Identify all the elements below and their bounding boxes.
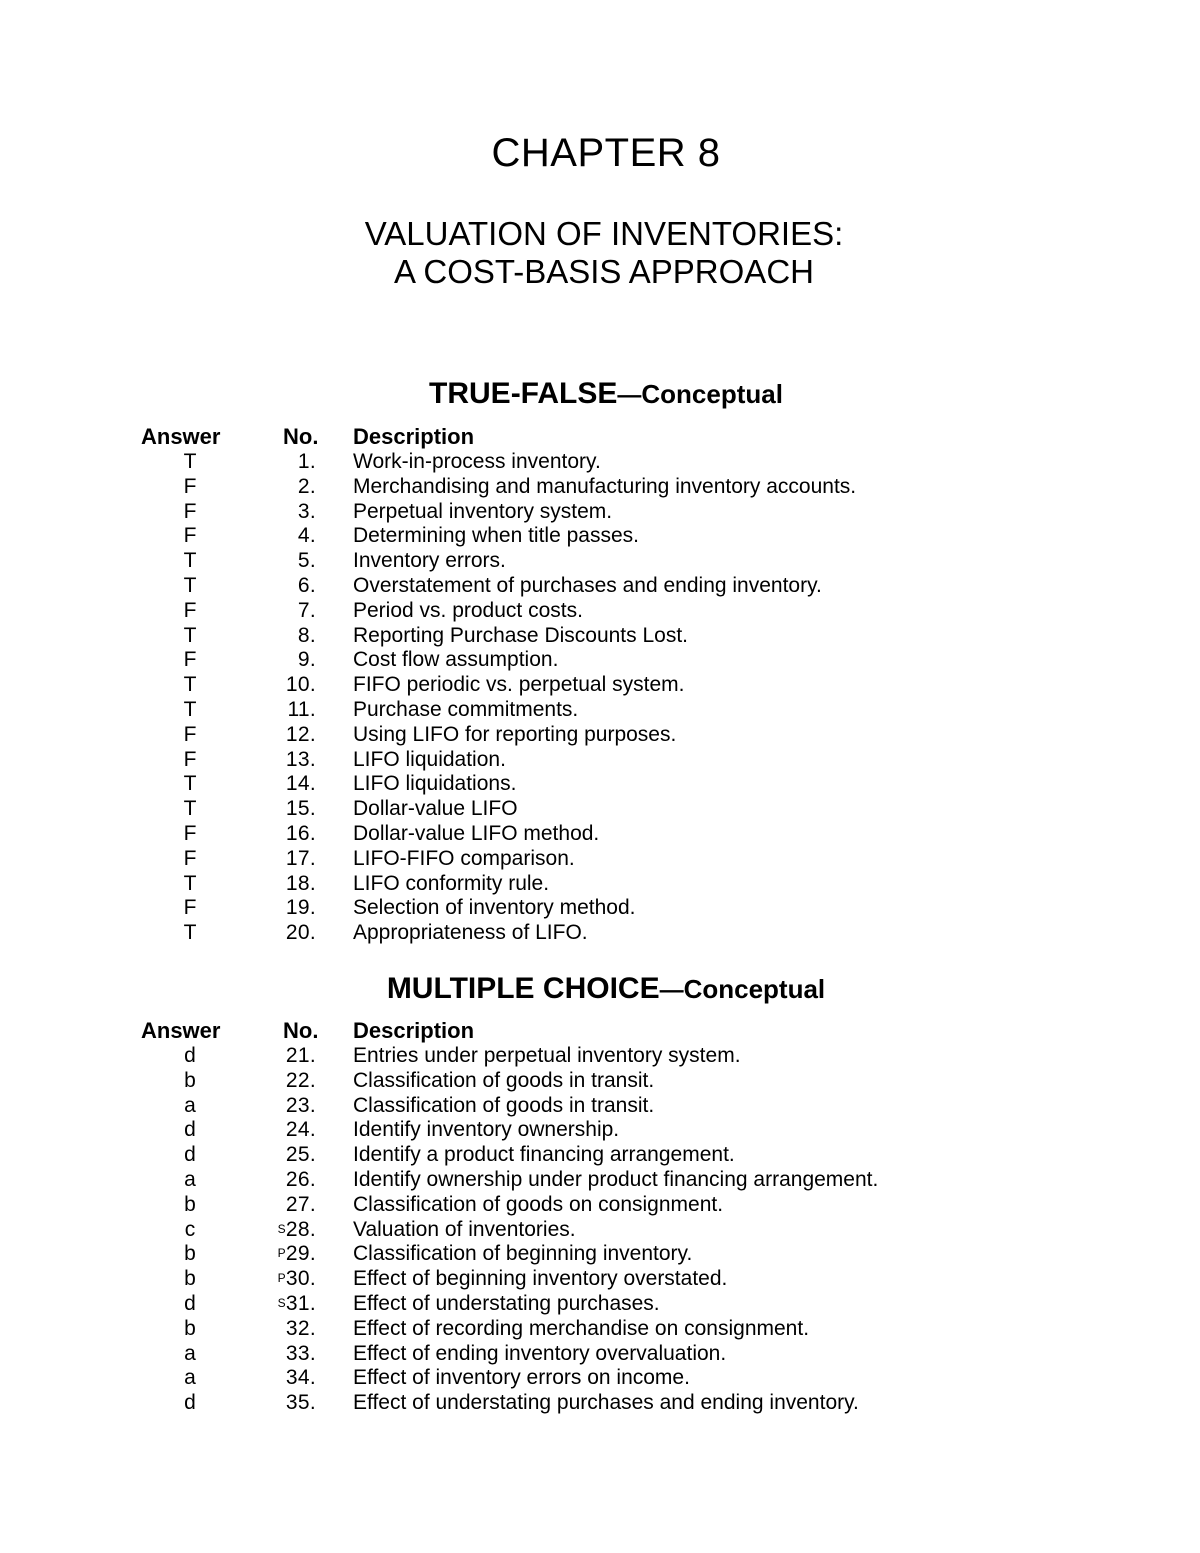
question-number: 30. bbox=[285, 1267, 316, 1291]
column-header-description: Description bbox=[353, 1018, 475, 1043]
answer-cell: a bbox=[184, 1167, 196, 1191]
answer-cell: d bbox=[184, 1143, 196, 1167]
number-cell bbox=[250, 1366, 316, 1391]
question-number: 2. bbox=[297, 474, 316, 498]
answer-cell: F bbox=[183, 499, 197, 523]
number-cell bbox=[250, 1267, 316, 1292]
number-cell bbox=[250, 698, 316, 723]
number-cell bbox=[250, 475, 316, 500]
question-number: 33. bbox=[285, 1341, 316, 1365]
multiple-choice-heading-main: MULTIPLE CHOICE bbox=[386, 972, 660, 1005]
description-cell: Merchandising and manufacturing inventory accounts. bbox=[353, 474, 857, 498]
table-row bbox=[0, 1118, 1200, 1143]
question-number: 9. bbox=[297, 648, 316, 672]
subtitle-line-2: A COST-BASIS APPROACH bbox=[394, 253, 814, 290]
number-cell bbox=[250, 500, 316, 525]
question-number: 14. bbox=[285, 772, 316, 796]
multiple-choice-table bbox=[0, 1018, 1200, 1416]
number-cell bbox=[250, 450, 316, 475]
column-header-answer: Answer bbox=[141, 1018, 221, 1043]
table-row bbox=[0, 921, 1200, 946]
table-row bbox=[0, 1342, 1200, 1367]
question-number: 25. bbox=[285, 1143, 316, 1167]
true-false-header-row bbox=[0, 424, 1200, 450]
description-cell: Purchase commitments. bbox=[353, 697, 579, 721]
table-row bbox=[0, 673, 1200, 698]
number-cell bbox=[250, 673, 316, 698]
number-cell bbox=[250, 1143, 316, 1168]
question-number: 23. bbox=[285, 1093, 316, 1117]
table-row bbox=[0, 872, 1200, 897]
column-header-description: Description bbox=[353, 424, 475, 449]
description-cell: Work-in-process inventory. bbox=[353, 450, 601, 473]
question-number: 27. bbox=[285, 1192, 316, 1216]
answer-cell: b bbox=[184, 1267, 196, 1291]
description-cell: Classification of goods in transit. bbox=[353, 1068, 655, 1092]
source-mark: P bbox=[277, 1271, 286, 1286]
number-cell bbox=[250, 1094, 316, 1119]
true-false-rows bbox=[0, 450, 1200, 946]
table-row bbox=[0, 1267, 1200, 1292]
description-cell: Reporting Purchase Discounts Lost. bbox=[353, 623, 689, 647]
number-cell bbox=[250, 1317, 316, 1342]
number-cell bbox=[250, 648, 316, 673]
number-cell bbox=[250, 822, 316, 847]
source-mark: P bbox=[277, 1246, 286, 1261]
question-number: 3. bbox=[297, 499, 316, 523]
question-number: 12. bbox=[285, 722, 316, 746]
table-row bbox=[0, 847, 1200, 872]
table-row bbox=[0, 1391, 1200, 1416]
question-number: 15. bbox=[285, 797, 316, 821]
number-cell bbox=[250, 574, 316, 599]
description-cell: Perpetual inventory system. bbox=[353, 499, 613, 523]
answer-cell: b bbox=[184, 1068, 196, 1092]
number-cell bbox=[250, 1242, 316, 1267]
table-row bbox=[0, 723, 1200, 748]
number-cell bbox=[250, 1391, 316, 1416]
answer-cell: T bbox=[183, 450, 197, 473]
question-number: 20. bbox=[285, 921, 316, 945]
chapter-subtitle bbox=[0, 215, 1200, 291]
multiple-choice-heading-dash: — bbox=[659, 977, 684, 1004]
number-cell bbox=[250, 872, 316, 897]
number-cell bbox=[250, 1193, 316, 1218]
description-cell: Identify ownership under product financing arrangement. bbox=[353, 1167, 879, 1191]
number-cell bbox=[250, 1168, 316, 1193]
description-cell: LIFO conformity rule. bbox=[353, 871, 550, 895]
description-cell: Effect of ending inventory overvaluation. bbox=[353, 1341, 727, 1365]
question-number: 6. bbox=[297, 573, 316, 597]
answer-cell: T bbox=[183, 549, 197, 573]
table-row bbox=[0, 450, 1200, 475]
description-cell: Classification of goods in transit. bbox=[353, 1093, 655, 1117]
table-row bbox=[0, 698, 1200, 723]
answer-cell: F bbox=[183, 722, 197, 746]
table-row bbox=[0, 549, 1200, 574]
answer-cell: a bbox=[184, 1093, 196, 1117]
question-number: 17. bbox=[285, 846, 316, 870]
answer-cell: T bbox=[183, 871, 197, 895]
number-cell bbox=[250, 549, 316, 574]
question-number: 7. bbox=[297, 598, 316, 622]
question-number: 18. bbox=[285, 871, 316, 895]
description-cell: Selection of inventory method. bbox=[353, 896, 636, 920]
true-false-heading bbox=[0, 376, 1200, 414]
number-cell bbox=[250, 1292, 316, 1317]
answer-cell: T bbox=[183, 772, 197, 796]
table-row bbox=[0, 599, 1200, 624]
question-number: 4. bbox=[297, 524, 316, 548]
answer-cell: T bbox=[183, 623, 197, 647]
description-cell: LIFO liquidations. bbox=[353, 772, 517, 796]
table-row bbox=[0, 1366, 1200, 1391]
answer-cell: T bbox=[183, 573, 197, 597]
answer-cell: d bbox=[184, 1044, 196, 1067]
number-cell bbox=[250, 599, 316, 624]
question-number: 32. bbox=[285, 1316, 316, 1340]
question-number: 5. bbox=[297, 549, 316, 573]
question-number: 8. bbox=[297, 623, 316, 647]
answer-cell: d bbox=[184, 1391, 196, 1415]
table-row bbox=[0, 1317, 1200, 1342]
question-number: 29. bbox=[285, 1242, 316, 1266]
number-cell bbox=[250, 896, 316, 921]
table-row bbox=[0, 772, 1200, 797]
question-number: 34. bbox=[285, 1366, 316, 1390]
question-number: 24. bbox=[285, 1118, 316, 1142]
true-false-heading-sub: Conceptual bbox=[641, 379, 783, 409]
number-cell bbox=[250, 1342, 316, 1367]
description-cell: Period vs. product costs. bbox=[353, 598, 583, 622]
description-cell: Entries under perpetual inventory system. bbox=[353, 1044, 741, 1067]
table-row bbox=[0, 822, 1200, 847]
question-number: 31. bbox=[285, 1291, 316, 1315]
answer-cell: T bbox=[183, 697, 197, 721]
description-cell: Appropriateness of LIFO. bbox=[353, 921, 588, 945]
multiple-choice-heading bbox=[0, 971, 1200, 1009]
number-cell bbox=[250, 847, 316, 872]
table-row bbox=[0, 1242, 1200, 1267]
subtitle-line-1: VALUATION OF INVENTORIES: bbox=[364, 215, 844, 252]
number-cell bbox=[250, 624, 316, 649]
description-cell: Classification of goods on consignment. bbox=[353, 1192, 724, 1216]
table-row bbox=[0, 1218, 1200, 1243]
source-mark: S bbox=[277, 1221, 286, 1236]
answer-cell: b bbox=[184, 1242, 196, 1266]
table-row bbox=[0, 1143, 1200, 1168]
answer-cell: F bbox=[183, 896, 197, 920]
table-row bbox=[0, 1292, 1200, 1317]
answer-cell: F bbox=[183, 747, 197, 771]
question-number: 13. bbox=[285, 747, 316, 771]
answer-cell: F bbox=[183, 648, 197, 672]
number-cell bbox=[250, 748, 316, 773]
description-cell: Effect of beginning inventory overstated. bbox=[353, 1267, 728, 1291]
question-number: 19. bbox=[285, 896, 316, 920]
table-row bbox=[0, 1069, 1200, 1094]
question-number: 1. bbox=[297, 450, 316, 473]
description-cell: Effect of understating purchases and ending inventory. bbox=[353, 1391, 859, 1415]
description-cell: Effect of understating purchases. bbox=[353, 1291, 660, 1315]
table-row bbox=[0, 500, 1200, 525]
description-cell: Using LIFO for reporting purposes. bbox=[353, 722, 677, 746]
description-cell: Identify a product financing arrangement. bbox=[353, 1143, 735, 1167]
table-row bbox=[0, 648, 1200, 673]
answer-cell: T bbox=[183, 673, 197, 697]
answer-cell: F bbox=[183, 821, 197, 845]
true-false-table bbox=[0, 424, 1200, 946]
table-row bbox=[0, 896, 1200, 921]
chapter-title: CHAPTER 8 bbox=[491, 131, 721, 175]
question-number: 28. bbox=[285, 1217, 316, 1241]
table-row bbox=[0, 1168, 1200, 1193]
description-cell: Cost flow assumption. bbox=[353, 648, 559, 672]
question-number: 11. bbox=[287, 697, 316, 721]
table-row bbox=[0, 748, 1200, 773]
table-row bbox=[0, 475, 1200, 500]
true-false-heading-main: TRUE-FALSE bbox=[429, 377, 618, 410]
number-cell bbox=[250, 1118, 316, 1143]
answer-cell: b bbox=[184, 1316, 196, 1340]
column-header-no: No. bbox=[283, 1018, 319, 1043]
multiple-choice-header-row bbox=[0, 1018, 1200, 1044]
number-cell bbox=[250, 797, 316, 822]
table-row bbox=[0, 1044, 1200, 1069]
description-cell: FIFO periodic vs. perpetual system. bbox=[353, 673, 685, 697]
column-header-no: No. bbox=[283, 424, 319, 449]
table-row bbox=[0, 574, 1200, 599]
answer-cell: F bbox=[183, 474, 197, 498]
answer-cell: a bbox=[184, 1366, 196, 1390]
answer-cell: d bbox=[184, 1118, 196, 1142]
question-number: 16. bbox=[285, 821, 316, 845]
question-number: 35. bbox=[285, 1391, 316, 1415]
answer-cell: F bbox=[183, 598, 197, 622]
question-number: 22. bbox=[285, 1068, 316, 1092]
description-cell: Classification of beginning inventory. bbox=[353, 1242, 693, 1266]
column-header-answer: Answer bbox=[141, 424, 221, 449]
description-cell: LIFO liquidation. bbox=[353, 747, 506, 771]
multiple-choice-rows bbox=[0, 1044, 1200, 1416]
answer-cell: T bbox=[183, 921, 197, 945]
question-number: 10. bbox=[285, 673, 316, 697]
number-cell bbox=[250, 1218, 316, 1243]
description-cell: Dollar-value LIFO method. bbox=[353, 821, 600, 845]
number-cell bbox=[250, 524, 316, 549]
description-cell: Effect of inventory errors on income. bbox=[353, 1366, 690, 1390]
answer-cell: T bbox=[183, 797, 197, 821]
number-cell bbox=[250, 921, 316, 946]
question-number: 26. bbox=[285, 1167, 316, 1191]
number-cell bbox=[250, 723, 316, 748]
table-row bbox=[0, 524, 1200, 549]
answer-cell: a bbox=[184, 1341, 196, 1365]
answer-cell: d bbox=[184, 1291, 196, 1315]
table-row bbox=[0, 1094, 1200, 1119]
multiple-choice-heading-sub: Conceptual bbox=[683, 974, 826, 1004]
source-mark: S bbox=[277, 1295, 286, 1310]
table-row bbox=[0, 797, 1200, 822]
description-cell: Effect of recording merchandise on consignment. bbox=[353, 1316, 810, 1340]
number-cell bbox=[250, 1044, 316, 1069]
description-cell: Valuation of inventories. bbox=[353, 1217, 576, 1241]
true-false-heading-dash: — bbox=[617, 382, 642, 409]
question-number: 21. bbox=[285, 1044, 316, 1067]
description-cell: LIFO-FIFO comparison. bbox=[353, 846, 575, 870]
description-cell: Overstatement of purchases and ending inventory. bbox=[353, 573, 822, 597]
description-cell: Inventory errors. bbox=[353, 549, 506, 573]
description-cell: Dollar-value LIFO bbox=[353, 797, 518, 821]
number-cell bbox=[250, 1069, 316, 1094]
answer-cell: F bbox=[183, 524, 197, 548]
table-row bbox=[0, 1193, 1200, 1218]
answer-cell: c bbox=[184, 1217, 196, 1241]
table-row bbox=[0, 624, 1200, 649]
description-cell: Determining when title passes. bbox=[353, 524, 639, 548]
description-cell: Identify inventory ownership. bbox=[353, 1118, 620, 1142]
answer-cell: F bbox=[183, 846, 197, 870]
answer-cell: b bbox=[184, 1192, 196, 1216]
number-cell bbox=[250, 772, 316, 797]
